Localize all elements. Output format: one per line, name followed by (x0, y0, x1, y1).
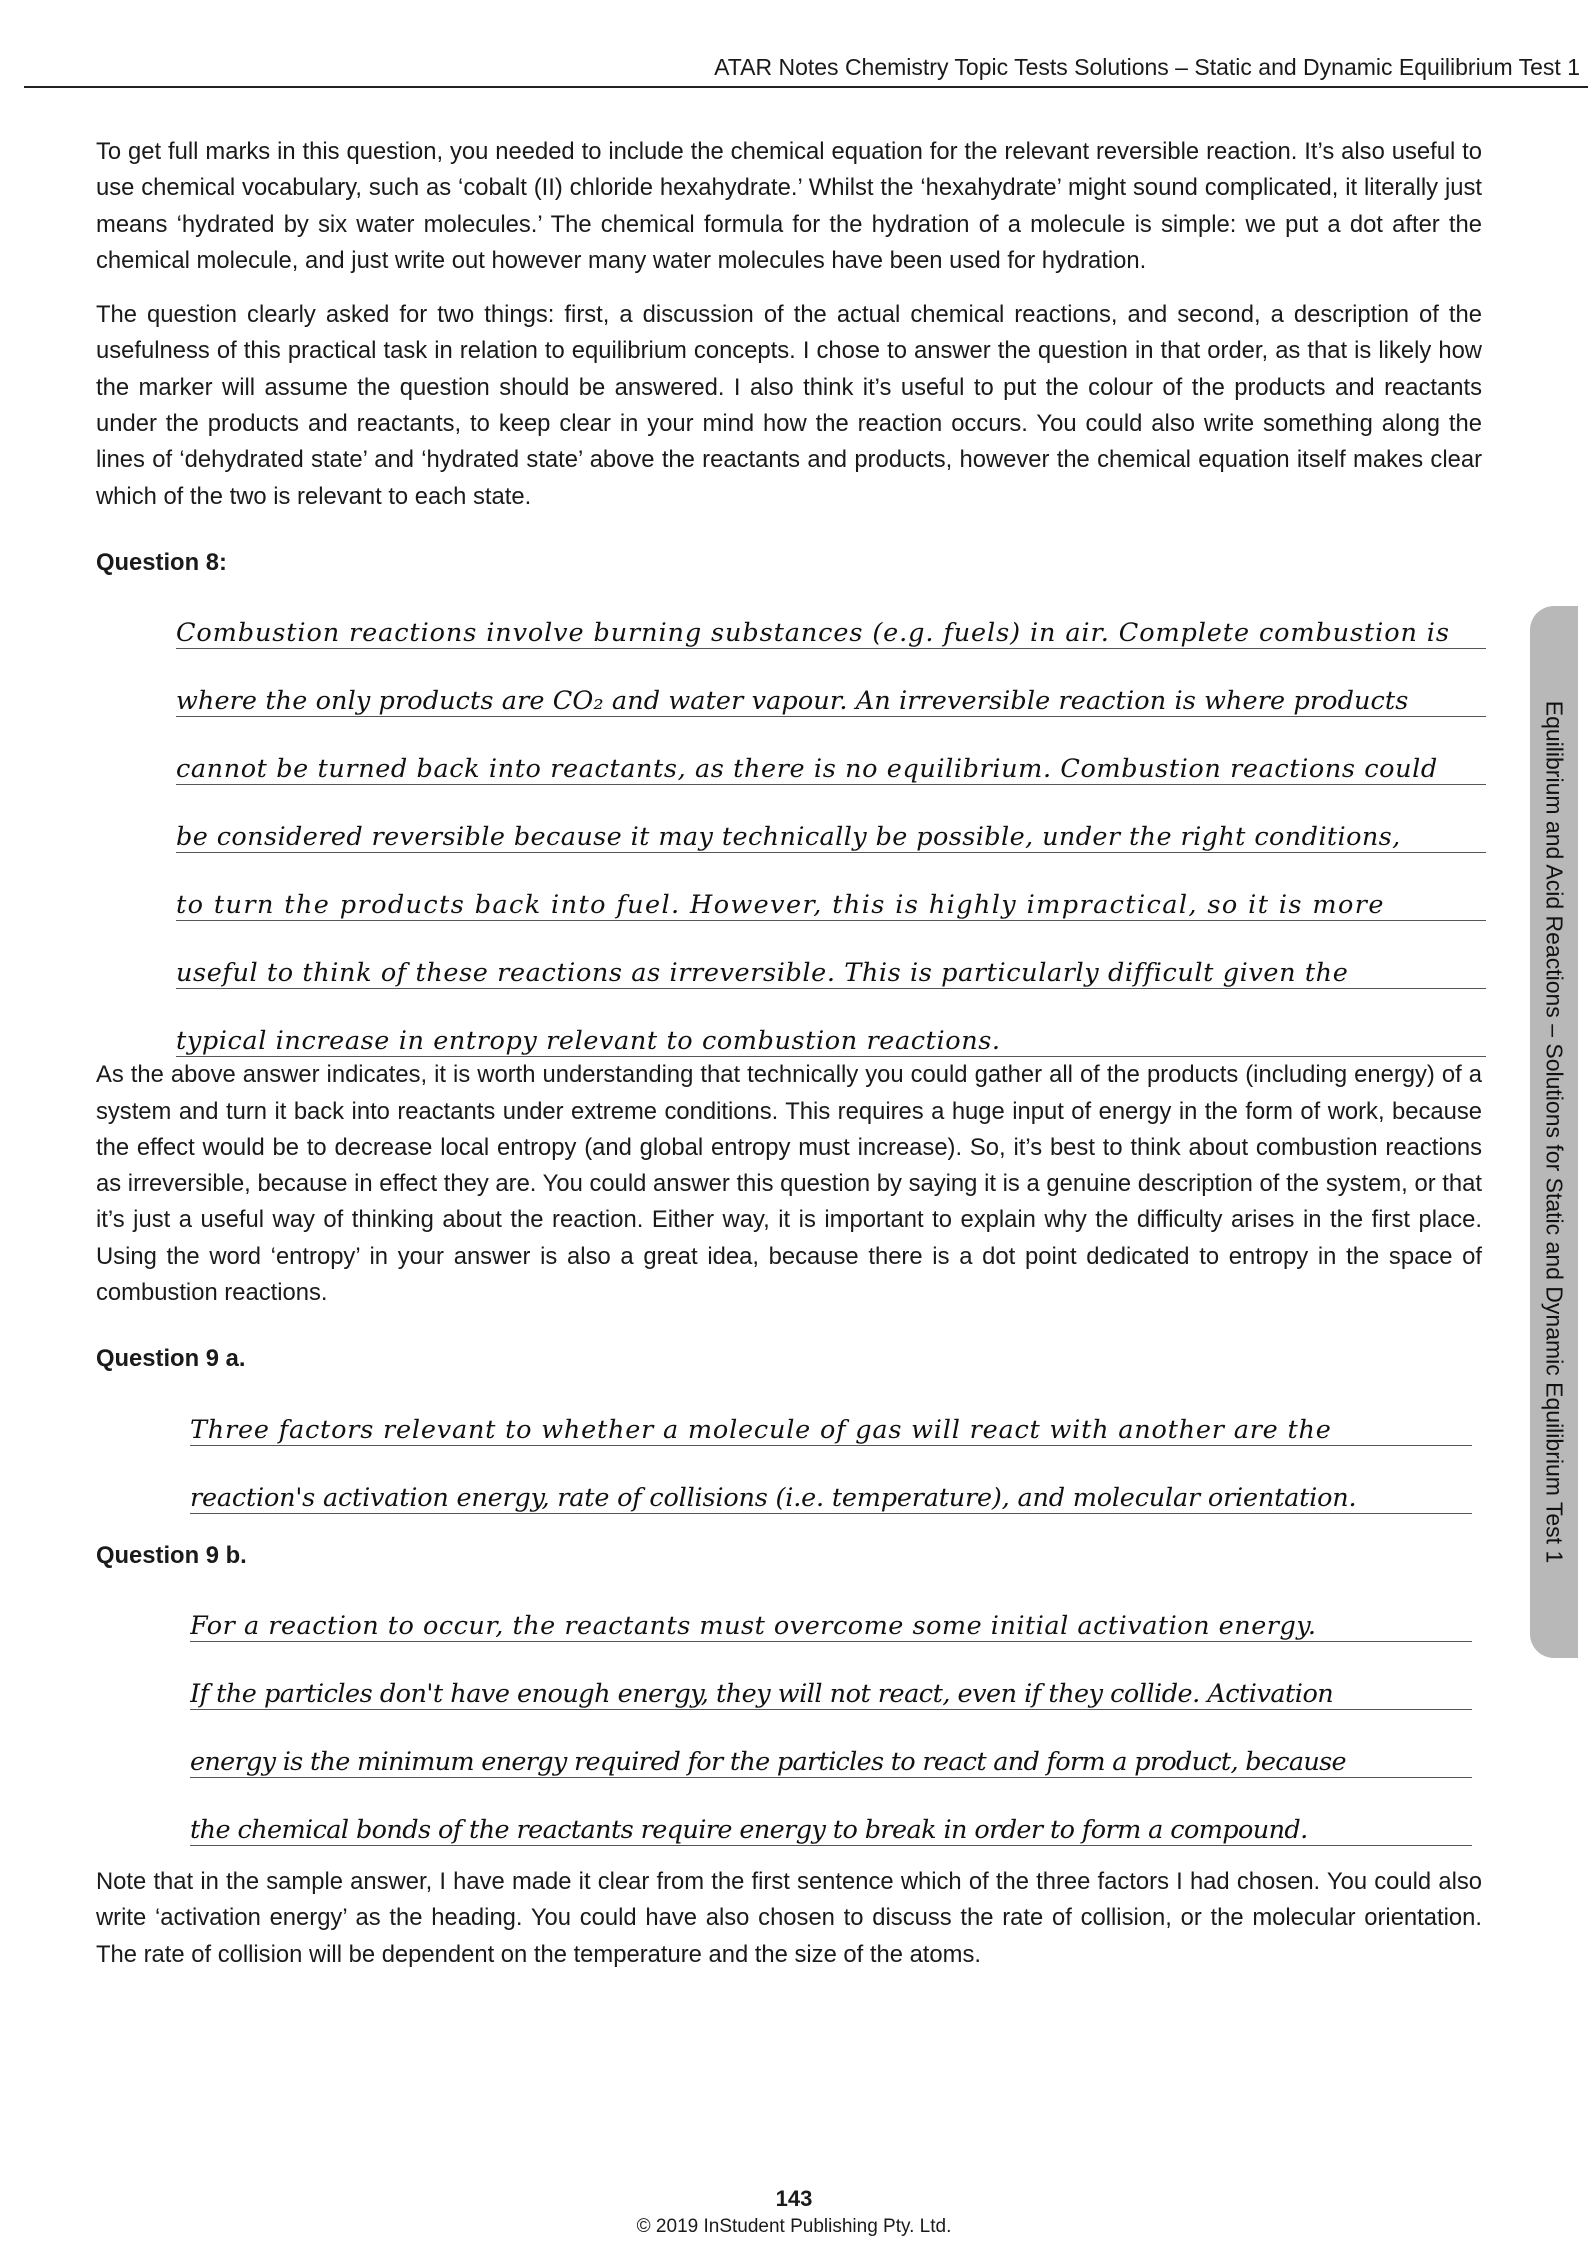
paragraph-combustion-explanation: As the above answer indicates, it is worth understanding that technically you could gather all of the products (including energy) of a system and turn it back into reactants under extreme conditions. This requires a huge input of energy in the form of work, because the effect would be to decrease local entropy (and global entropy must increase). So, it’s best to think about combustion reactions as irreversible, because in effect they are. You could answer this question by saying it is a genuine description of the system, or that it’s just a useful way of thinking about the reaction. Either way, it is important to explain why the difficulty arises in the first place. Using the word ‘entropy’ in your answer is also a great idea, because there is a dot point dedicated to entropy in the space of combustion reactions. (96, 1061, 1482, 1307)
page-content (96, 134, 1482, 1973)
side-tab-label: Equilibrium and Acid Reactions – Solutions for Static and Dynamic Equilibrium Test 1 (1541, 700, 1568, 1564)
header-rule (24, 86, 1588, 88)
question-8-heading: Question 8: (96, 548, 227, 576)
answer-line: If the particles don't have enough energy, they will not react, even if they collide. Activation (190, 1642, 1472, 1710)
paragraph-question-order: The question clearly asked for two things: first, a discussion of the actual chemical reactions, and second, a description of the usefulness of this practical task in relation to equilibrium concepts. I chose to answer the question in that order, as that is likely how the marker will assume the question should be answered. I also think it’s useful to put the colour of the products and reactants under the products and reactants, to keep clear in your mind how the reaction occurs. You could also write something along the lines of ‘dehydrated state’ and ‘hydrated state’ above the reactants and products, however the chemical equation itself makes clear which of the two is relevant to each state. (96, 301, 1482, 510)
answer-line: useful to think of these reactions as irreversible. This is particularly difficult given the (176, 921, 1486, 989)
section-side-tab (1530, 606, 1578, 1658)
answer-line: reaction's activation energy, rate of collisions (i.e. temperature), and molecular orientation. (190, 1446, 1472, 1514)
copyright-notice: © 2019 InStudent Publishing Pty. Ltd. (636, 2216, 952, 2237)
question-9a-answer (96, 1378, 1482, 1528)
answer-line: where the only products are CO₂ and water vapour. An irreversible reaction is where products (176, 649, 1486, 717)
question-9b-answer (96, 1574, 1482, 1864)
answer-line: energy is the minimum energy required for the particles to react and form a product, because (190, 1710, 1472, 1778)
question-9b-heading: Question 9 b. (96, 1541, 247, 1569)
answer-line: Three factors relevant to whether a molecule of gas will react with another are the (190, 1378, 1472, 1446)
answer-line: cannot be turned back into reactants, as there is no equilibrium. Combustion reactions could (176, 717, 1486, 785)
question-8-answer (96, 581, 1482, 1067)
answer-line: be considered reversible because it may technically be possible, under the right conditions, (176, 785, 1486, 853)
answer-line: the chemical bonds of the reactants require energy to break in order to form a compound. (190, 1778, 1472, 1846)
answer-line: For a reaction to occur, the reactants must overcome some initial activation energy. (190, 1574, 1472, 1642)
answer-line: typical increase in entropy relevant to combustion reactions. (176, 989, 1486, 1057)
answer-line: Combustion reactions involve burning substances (e.g. fuels) in air. Complete combustion is (176, 581, 1486, 649)
paragraph-sample-answer-note: Note that in the sample answer, I have made it clear from the first sentence which of the three factors I had chosen. You could also write ‘activation energy’ as the heading. You could have also chosen to discuss the rate of collision, or the molecular orientation. The rate of collision will be dependent on the temperature and the size of the atoms. (96, 1867, 1482, 1968)
question-9a-heading: Question 9 a. (96, 1345, 246, 1373)
paragraph-cobalt-chloride: To get full marks in this question, you needed to include the chemical equation for the relevant reversible reaction. It’s also useful to use chemical vocabulary, such as ‘cobalt (II) chloride hexahydrate.’ Whilst the ‘hexahydrate’ might sound complicated, it literally just means ‘hydrated by six water molecules.’ The chemical formula for the hydration of a molecule is simple: we put a dot after the chemical molecule, and just write out however many water molecules have been used for hydration. (96, 138, 1482, 274)
page-number: 143 (775, 2186, 813, 2211)
running-header: ATAR Notes Chemistry Topic Tests Solutions – Static and Dynamic Equilibrium Test 1 (714, 54, 1580, 80)
answer-line: to turn the products back into fuel. However, this is highly impractical, so it is more (176, 853, 1486, 921)
